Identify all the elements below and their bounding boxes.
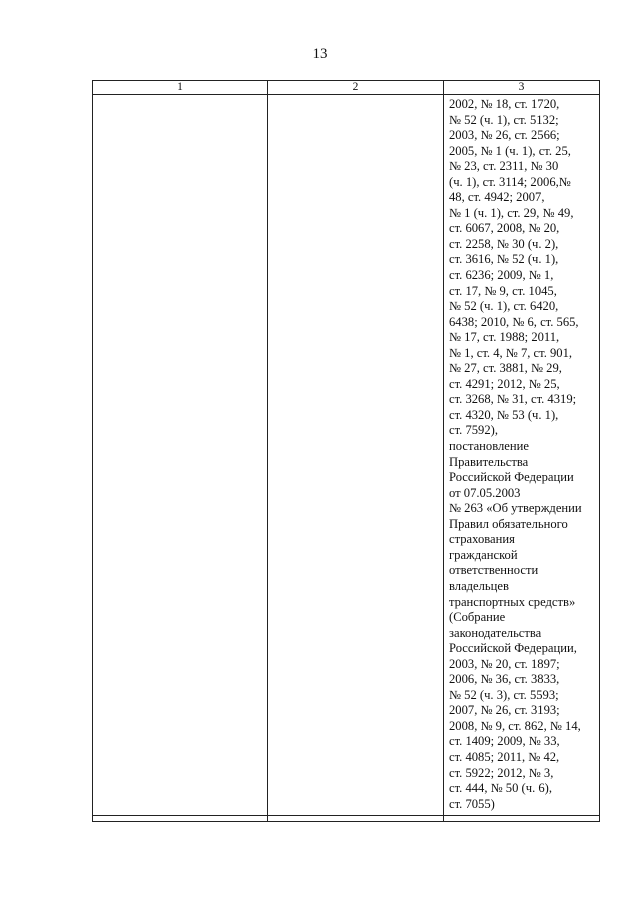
table-header-row	[93, 81, 600, 95]
column-header-2: 2	[268, 81, 444, 95]
table-cell-col2	[268, 816, 444, 822]
table-row	[93, 816, 600, 822]
table-cell-col3	[444, 95, 600, 816]
page-number: 13	[312, 46, 328, 62]
table-row	[93, 95, 600, 816]
table-cell-col2	[268, 95, 444, 816]
document-table	[92, 80, 600, 822]
table-cell-col3	[444, 816, 600, 822]
column-header-3: 3	[444, 81, 600, 95]
table-cell-col1	[93, 95, 268, 816]
column-header-1: 1	[93, 81, 268, 95]
table-cell-col1	[93, 816, 268, 822]
legal-references-text: 2002, № 18, ст. 1720, № 52 (ч. 1), ст. 5132; 2003, № 26, ст. 2566; 2005, № 1 (ч. 1), ст. 25, № 23, ст. 2311, № 30 (ч. 1), ст. 3114; 2006,№ 48, ст. 4942; 2007, № 1 (ч. 1), ст. 29, № 49, ст. 6067, 2008, № 20, ст. 2258, № 30 (ч. 2), ст. 3616, № 52 (ч. 1), ст. 6236; 2009, № 1, ст. 17, № 9, ст. 1045, № 52 (ч. 1), ст. 6420, 6438; 2010, № 6, ст. 565, № 17, ст. 1988; 2011, № 1, ст. 4, № 7, ст. 901, № 27, ст. 3881, № 29, ст. 4291; 2012, № 25, ст. 3268, № 31, ст. 4319; ст. 4320, № 53 (ч. 1), ст. 7592), постановление Правительства Российской Федерации от 07.05.2003 № 263 «Об утверждении Правил обязательного страхования гражданской ответственности владельцев транспортных средств» (Собрание законодательства Российской Федерации, 2003, № 20, ст. 1897; 2006, № 36, ст. 3833, № 52 (ч. 3), ст. 5593; 2007, № 26, ст. 3193; 2008, № 9, ст. 862, № 14, ст. 1409; 2009, № 33, ст. 4085; 2011, № 42, ст. 5922; 2012, № 3, ст. 444, № 50 (ч. 6), ст. 7055)	[449, 97, 582, 811]
